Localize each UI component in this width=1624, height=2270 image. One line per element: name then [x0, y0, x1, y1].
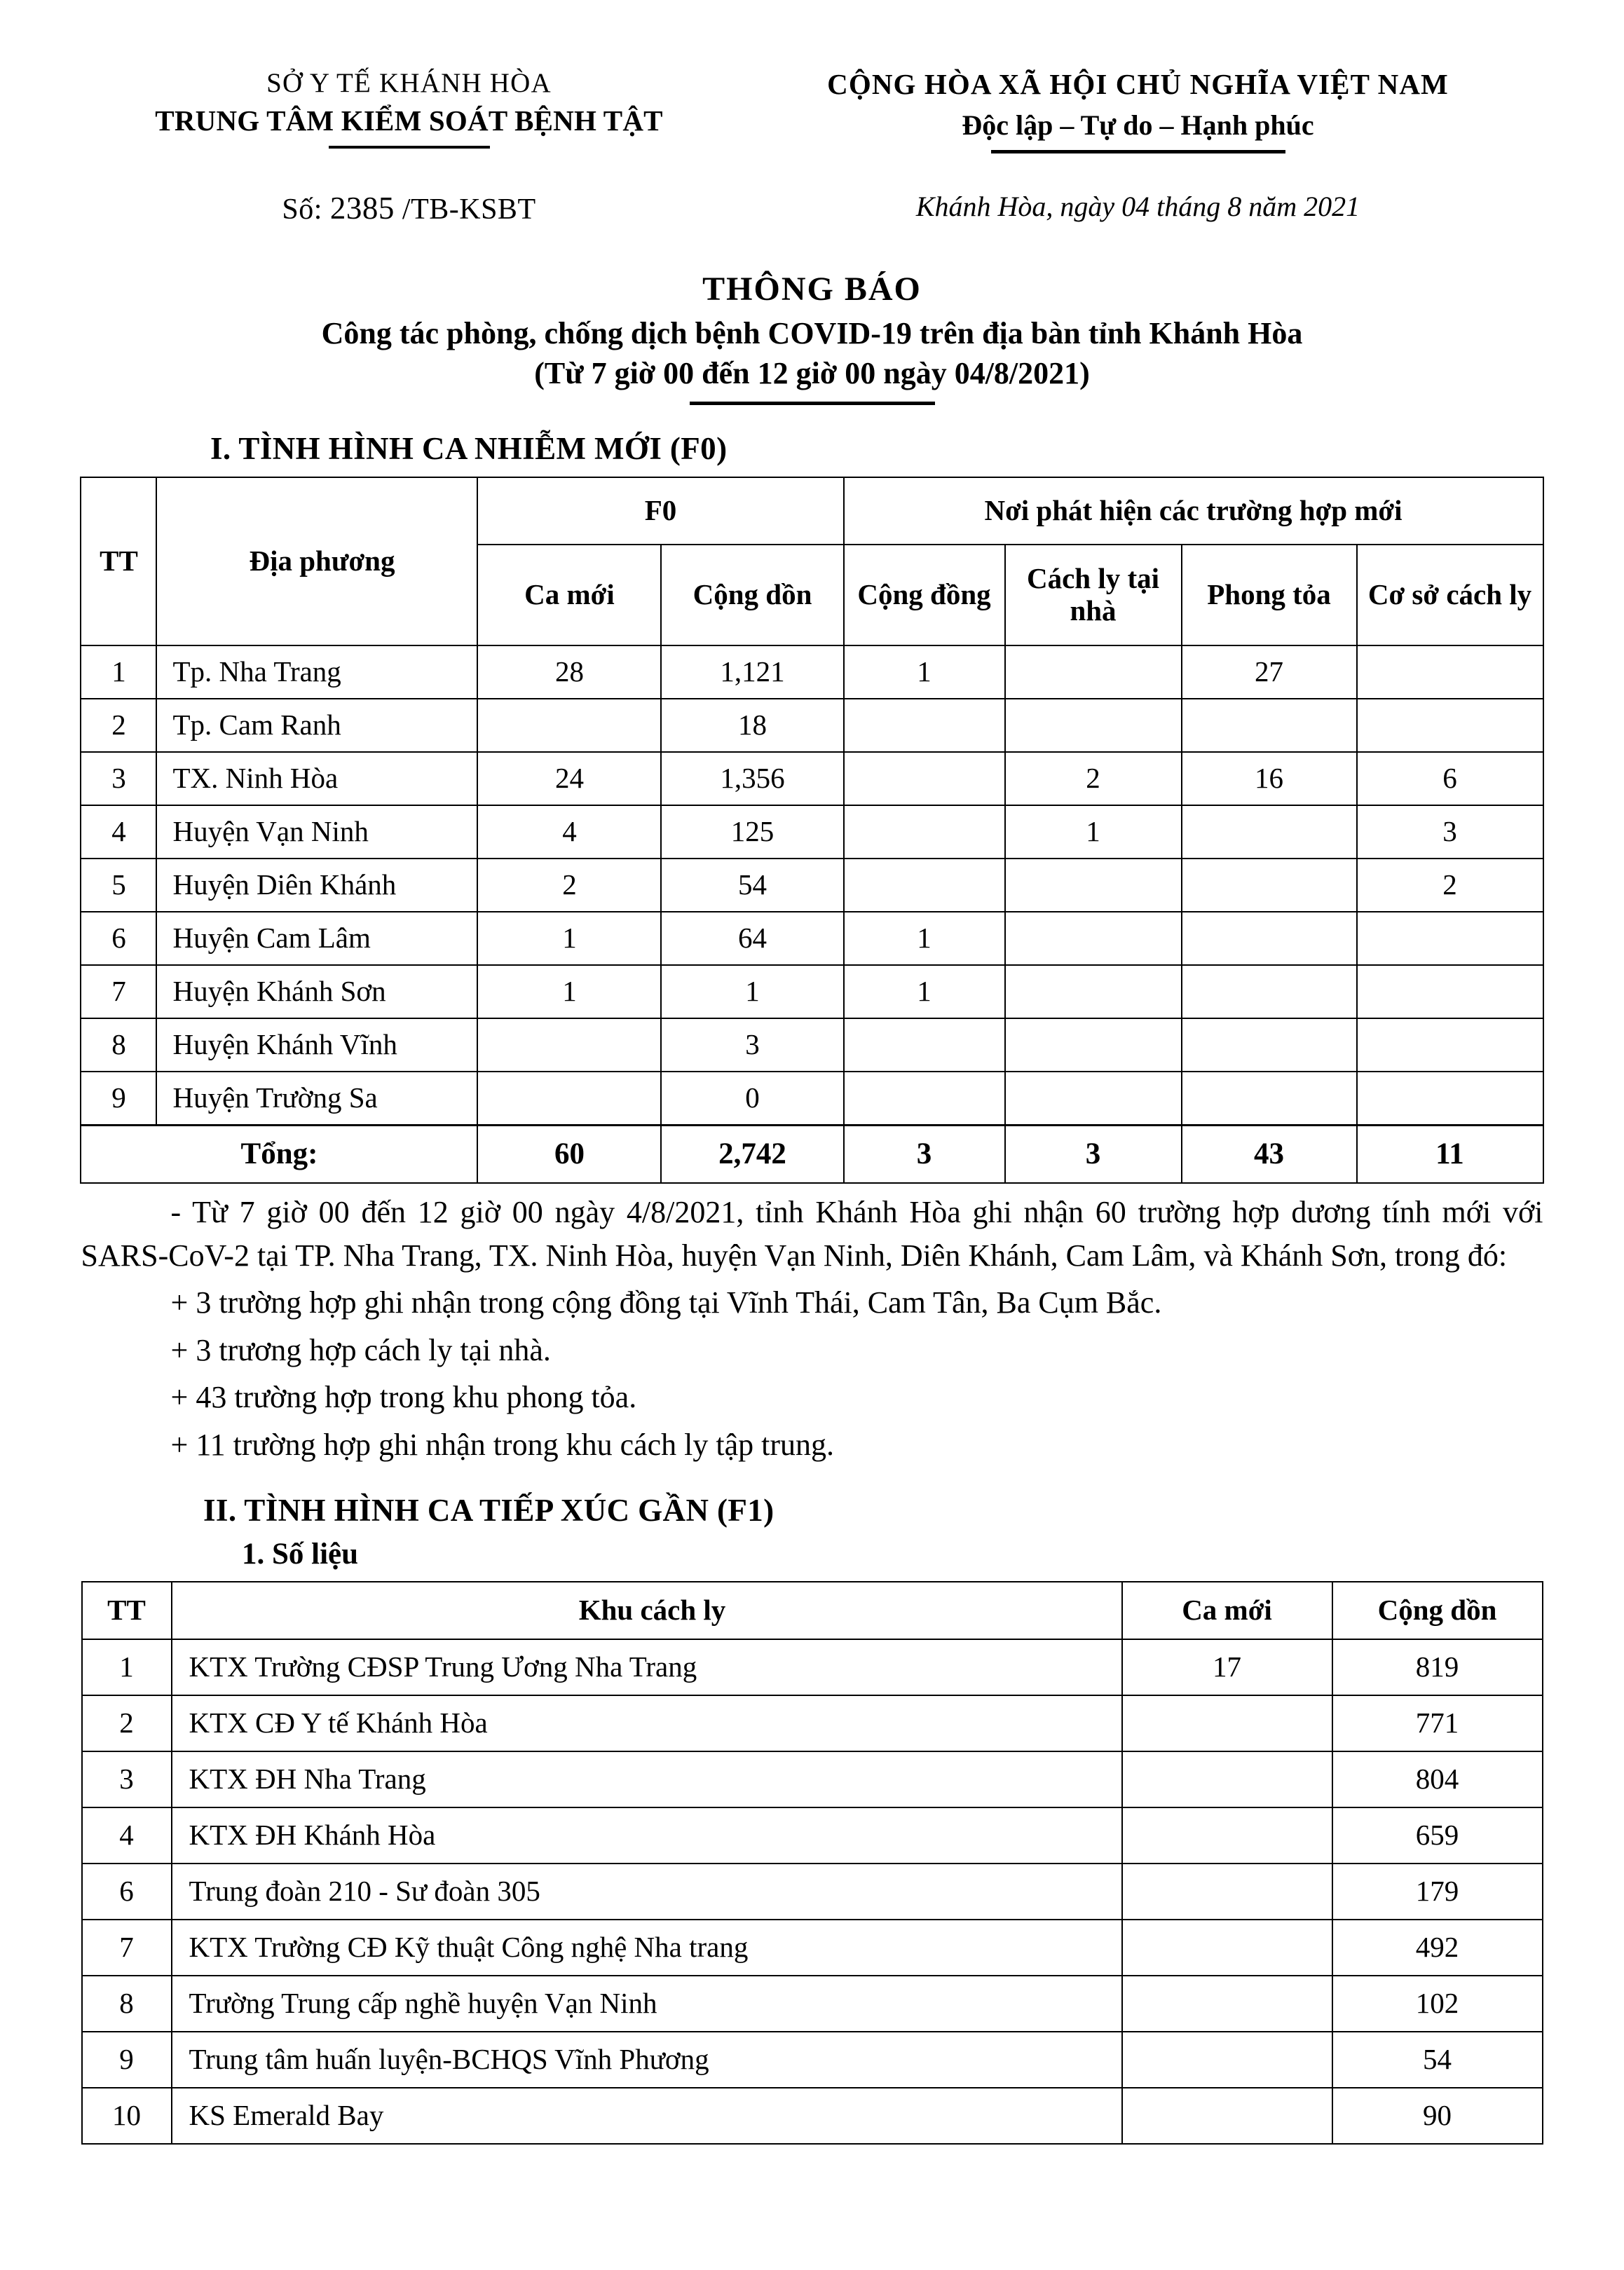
- document-number-prefix: Số:: [282, 193, 322, 226]
- table-row: [82, 2032, 1543, 2088]
- row-cell-locality: Huyện Trường Sa: [156, 1072, 477, 1126]
- row-cell-new-cases: 28: [477, 645, 661, 699]
- department-name: SỞ Y TẾ KHÁNH HÒA: [266, 68, 552, 98]
- row-cell-cumulative: 18: [661, 699, 843, 752]
- row-cell-community: [844, 805, 1005, 859]
- row-cell-community: 1: [844, 645, 1005, 699]
- row-cell-facility: KTX CĐ Y tế Khánh Hòa: [172, 1695, 1122, 1751]
- document-header: [83, 0, 1541, 153]
- row-cell-new-cases: [1122, 1751, 1332, 1807]
- row-cell-locality: TX. Ninh Hòa: [156, 752, 477, 805]
- document-type-title: THÔNG BÁO: [702, 271, 922, 308]
- row-cell-locality: Huyện Khánh Vĩnh: [156, 1018, 477, 1072]
- col-header-tt: TT: [81, 477, 156, 645]
- row-cell-tt: 3: [81, 752, 156, 805]
- total-row: [81, 1126, 1543, 1184]
- table-row: [82, 1807, 1543, 1864]
- document-title-block: [0, 270, 1624, 405]
- table-row: [82, 1639, 1543, 1695]
- detail-bullet-list: [0, 1281, 1624, 1466]
- detail-bullet-item: + 3 trường hợp ghi nhận trong cộng đồng tại Vĩnh Thái, Cam Tân, Ba Cụm Bắc.: [170, 1285, 1162, 1320]
- total-label: Tổng:: [81, 1126, 477, 1184]
- total-lockdown: 43: [1182, 1126, 1357, 1184]
- detail-bullet-item: + 3 trương hợp cách ly tại nhà.: [170, 1332, 551, 1367]
- row-cell-quarantine-facility: [1357, 1018, 1543, 1072]
- col-group-header-detection: Nơi phát hiện các trường hợp mới: [844, 477, 1543, 545]
- table-row: [81, 752, 1543, 805]
- document-subject-line2: (Từ 7 giờ 00 đến 12 giờ 00 ngày 04/8/2021): [534, 355, 1090, 390]
- new-infections-table: [80, 477, 1543, 1184]
- row-cell-tt: 1: [82, 1639, 172, 1695]
- row-cell-locality: Tp. Cam Ranh: [156, 699, 477, 752]
- row-cell-cumulative: 0: [661, 1072, 843, 1126]
- row-cell-new-cases: [477, 699, 661, 752]
- row-cell-cumulative: 102: [1332, 1976, 1543, 2032]
- row-cell-new-cases: [1122, 2088, 1332, 2144]
- row-cell-cumulative: 1,121: [661, 645, 843, 699]
- col-header-cumulative-f1: Cộng dồn: [1332, 1582, 1543, 1639]
- row-cell-home-quarantine: [1005, 645, 1182, 699]
- row-cell-facility: KS Emerald Bay: [172, 2088, 1122, 2144]
- row-cell-facility: KTX Trường CĐ Kỹ thuật Công nghệ Nha trang: [172, 1920, 1122, 1976]
- row-cell-new-cases: [477, 1072, 661, 1126]
- row-cell-new-cases: [1122, 1864, 1332, 1920]
- col-header-lockdown: Phong tỏa: [1182, 545, 1357, 645]
- row-cell-facility: KTX Trường CĐSP Trung Ương Nha Trang: [172, 1639, 1122, 1695]
- detail-bullet-item: + 11 trường hợp ghi nhận trong khu cách ly tập trung.: [170, 1427, 835, 1462]
- row-cell-cumulative: 90: [1332, 2088, 1543, 2144]
- table-row: [81, 805, 1543, 859]
- row-cell-community: [844, 699, 1005, 752]
- table-header-row-group: [81, 477, 1543, 545]
- row-cell-new-cases: 17: [1122, 1639, 1332, 1695]
- row-cell-quarantine-facility: [1357, 912, 1543, 965]
- row-cell-locality: Tp. Nha Trang: [156, 645, 477, 699]
- section-1-heading: I. TÌNH HÌNH CA NHIỄM MỚI (F0): [210, 431, 728, 466]
- total-quarantine-facility: 11: [1357, 1126, 1543, 1184]
- table-row: [81, 1072, 1543, 1126]
- col-header-community: Cộng đồng: [844, 545, 1005, 645]
- row-cell-cumulative: 804: [1332, 1751, 1543, 1807]
- table-row: [82, 1695, 1543, 1751]
- center-name: TRUNG TÂM KIỂM SOÁT BỆNH TẬT: [155, 104, 663, 137]
- row-cell-cumulative: 54: [661, 859, 843, 912]
- row-cell-community: [844, 1018, 1005, 1072]
- row-cell-locality: Huyện Vạn Ninh: [156, 805, 477, 859]
- document-meta-row: [83, 190, 1541, 226]
- detail-bullet-item: + 43 trường hợp trong khu phong tỏa.: [170, 1380, 637, 1415]
- row-cell-tt: 10: [82, 2088, 172, 2144]
- row-cell-lockdown: [1182, 1018, 1357, 1072]
- table-row: [82, 1751, 1543, 1807]
- row-cell-community: [844, 752, 1005, 805]
- row-cell-cumulative: 179: [1332, 1864, 1543, 1920]
- row-cell-new-cases: [1122, 1920, 1332, 1976]
- row-cell-home-quarantine: [1005, 965, 1182, 1018]
- row-cell-lockdown: [1182, 859, 1357, 912]
- row-cell-facility: Trung tâm huấn luyện-BCHQS Vĩnh Phương: [172, 2032, 1122, 2088]
- row-cell-new-cases: 4: [477, 805, 661, 859]
- row-cell-community: [844, 1072, 1005, 1126]
- motto-underline: [991, 150, 1285, 153]
- table-row: [81, 1018, 1543, 1072]
- row-cell-quarantine-facility: 3: [1357, 805, 1543, 859]
- row-cell-quarantine-facility: 6: [1357, 752, 1543, 805]
- col-header-facility: Khu cách ly: [172, 1582, 1122, 1639]
- row-cell-tt: 1: [81, 645, 156, 699]
- row-cell-locality: Huyện Khánh Sơn: [156, 965, 477, 1018]
- row-cell-new-cases: [1122, 1695, 1332, 1751]
- section-2-heading: II. TÌNH HÌNH CA TIẾP XÚC GẦN (F1): [203, 1492, 775, 1528]
- row-cell-tt: 6: [82, 1864, 172, 1920]
- table-row: [81, 699, 1543, 752]
- section-2-subheading: 1. Số liệu: [242, 1537, 359, 1571]
- row-cell-facility: KTX ĐH Khánh Hòa: [172, 1807, 1122, 1864]
- row-cell-tt: 8: [82, 1976, 172, 2032]
- row-cell-home-quarantine: [1005, 1018, 1182, 1072]
- row-cell-cumulative: 659: [1332, 1807, 1543, 1864]
- row-cell-home-quarantine: [1005, 699, 1182, 752]
- row-cell-cumulative: 1,356: [661, 752, 843, 805]
- table-row: [82, 1920, 1543, 1976]
- row-cell-new-cases: 24: [477, 752, 661, 805]
- row-cell-facility: Trường Trung cấp nghề huyện Vạn Ninh: [172, 1976, 1122, 2032]
- row-cell-quarantine-facility: [1357, 645, 1543, 699]
- row-cell-lockdown: [1182, 699, 1357, 752]
- table-row: [82, 1976, 1543, 2032]
- table-row: [81, 859, 1543, 912]
- new-infections-table-body: [81, 645, 1543, 1126]
- row-cell-tt: 2: [82, 1695, 172, 1751]
- national-title: CỘNG HÒA XÃ HỘI CHỦ NGHĨA VIỆT NAM: [827, 68, 1449, 100]
- row-cell-home-quarantine: [1005, 859, 1182, 912]
- title-underline: [690, 402, 935, 405]
- row-cell-home-quarantine: [1005, 1072, 1182, 1126]
- row-cell-tt: 5: [81, 859, 156, 912]
- table-row: [81, 965, 1543, 1018]
- national-heading-block: [735, 67, 1541, 153]
- row-cell-tt: 9: [82, 2032, 172, 2088]
- row-cell-lockdown: [1182, 912, 1357, 965]
- row-cell-new-cases: 2: [477, 859, 661, 912]
- col-header-new-cases: Ca mới: [477, 545, 661, 645]
- row-cell-facility: KTX ĐH Nha Trang: [172, 1751, 1122, 1807]
- row-cell-community: [844, 859, 1005, 912]
- table-row: [82, 2088, 1543, 2144]
- row-cell-cumulative: 819: [1332, 1639, 1543, 1695]
- col-header-quarantine-facility: Cơ sở cách ly: [1357, 545, 1543, 645]
- row-cell-tt: 2: [81, 699, 156, 752]
- row-cell-tt: 8: [81, 1018, 156, 1072]
- row-cell-tt: 7: [81, 965, 156, 1018]
- summary-paragraph: [81, 1191, 1543, 1277]
- row-cell-tt: 4: [82, 1807, 172, 1864]
- total-cumulative: 2,742: [661, 1126, 843, 1184]
- row-cell-new-cases: [1122, 1807, 1332, 1864]
- quarantine-facilities-table: [81, 1581, 1543, 2145]
- authority-underline: [329, 146, 490, 149]
- row-cell-home-quarantine: 1: [1005, 805, 1182, 859]
- col-header-tt-f1: TT: [82, 1582, 172, 1639]
- row-cell-tt: 6: [81, 912, 156, 965]
- row-cell-new-cases: 1: [477, 912, 661, 965]
- col-group-header-f0: F0: [477, 477, 843, 545]
- row-cell-cumulative: 54: [1332, 2032, 1543, 2088]
- row-cell-cumulative: 1: [661, 965, 843, 1018]
- row-cell-new-cases: [1122, 1976, 1332, 2032]
- national-motto: Độc lập – Tự do – Hạnh phúc: [962, 109, 1314, 142]
- col-header-cumulative: Cộng dồn: [661, 545, 843, 645]
- document-subject-line1: Công tác phòng, chống dịch bệnh COVID-19 trên địa bàn tỉnh Khánh Hòa: [321, 316, 1303, 351]
- document-number: [83, 190, 735, 226]
- document-number-value: 2385: [329, 191, 395, 226]
- col-header-new-cases-f1: Ca mới: [1122, 1582, 1332, 1639]
- col-header-locality: Địa phương: [156, 477, 477, 645]
- row-cell-tt: 3: [82, 1751, 172, 1807]
- row-cell-tt: 4: [81, 805, 156, 859]
- row-cell-new-cases: [1122, 2032, 1332, 2088]
- col-header-home-quarantine: Cách ly tại nhà: [1005, 545, 1182, 645]
- total-home-quarantine: 3: [1005, 1126, 1182, 1184]
- place-and-date: Khánh Hòa, ngày 04 tháng 8 năm 2021: [915, 191, 1360, 223]
- total-community: 3: [844, 1126, 1005, 1184]
- row-cell-quarantine-facility: [1357, 965, 1543, 1018]
- row-cell-new-cases: 1: [477, 965, 661, 1018]
- row-cell-cumulative: 771: [1332, 1695, 1543, 1751]
- row-cell-community: 1: [844, 965, 1005, 1018]
- row-cell-community: 1: [844, 912, 1005, 965]
- row-cell-lockdown: 27: [1182, 645, 1357, 699]
- row-cell-locality: Huyện Diên Khánh: [156, 859, 477, 912]
- table-row: [82, 1864, 1543, 1920]
- row-cell-lockdown: [1182, 805, 1357, 859]
- row-cell-quarantine-facility: [1357, 699, 1543, 752]
- row-cell-tt: 7: [82, 1920, 172, 1976]
- row-cell-new-cases: [477, 1018, 661, 1072]
- table-row: [81, 645, 1543, 699]
- row-cell-quarantine-facility: 2: [1357, 859, 1543, 912]
- row-cell-lockdown: 16: [1182, 752, 1357, 805]
- table-row: [81, 912, 1543, 965]
- row-cell-cumulative: 492: [1332, 1920, 1543, 1976]
- row-cell-home-quarantine: [1005, 912, 1182, 965]
- row-cell-lockdown: [1182, 965, 1357, 1018]
- issuing-authority-block: [83, 67, 735, 153]
- row-cell-tt: 9: [81, 1072, 156, 1126]
- document-number-suffix: /TB-KSBT: [402, 193, 536, 226]
- quarantine-facilities-table-body: [82, 1639, 1543, 2144]
- table-header-row: [82, 1582, 1543, 1639]
- summary-paragraph-text: - Từ 7 giờ 00 đến 12 giờ 00 ngày 4/8/2021, tỉnh Khánh Hòa ghi nhận 60 trường hợp dương tính mới với SARS-CoV-2 tại TP. Nha Trang, TX. Ninh Hòa, huyện Vạn Ninh, Diên Khánh, Cam Lâm, và Khánh Sơn, trong đó:: [81, 1195, 1543, 1273]
- row-cell-cumulative: 125: [661, 805, 843, 859]
- row-cell-cumulative: 64: [661, 912, 843, 965]
- row-cell-lockdown: [1182, 1072, 1357, 1126]
- row-cell-facility: Trung đoàn 210 - Sư đoàn 305: [172, 1864, 1122, 1920]
- row-cell-locality: Huyện Cam Lâm: [156, 912, 477, 965]
- row-cell-cumulative: 3: [661, 1018, 843, 1072]
- row-cell-quarantine-facility: [1357, 1072, 1543, 1126]
- row-cell-home-quarantine: 2: [1005, 752, 1182, 805]
- total-new-cases: 60: [477, 1126, 661, 1184]
